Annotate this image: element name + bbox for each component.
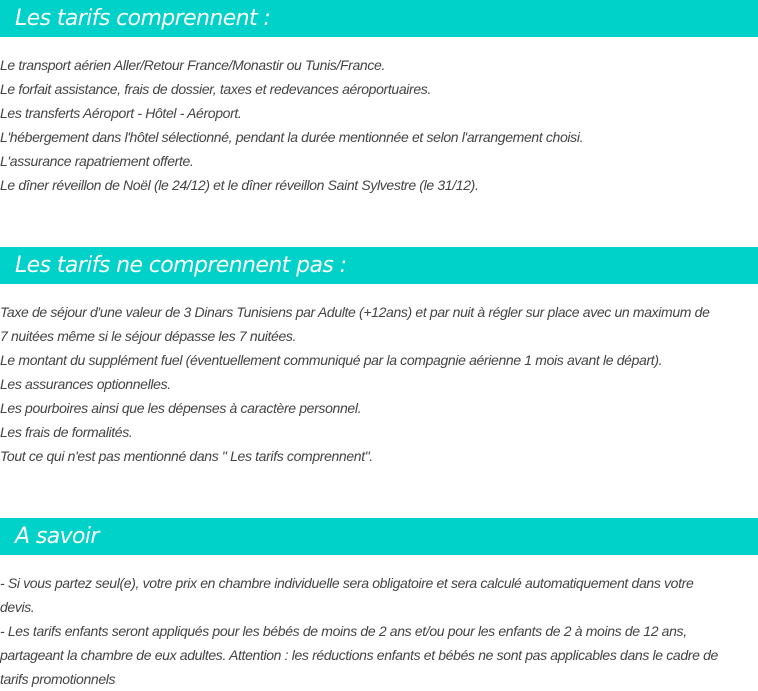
not-included-item: Les pourboires ainsi que les dépenses à caractère personnel. bbox=[0, 400, 362, 416]
not-included-item: 7 nuitées même si le séjour dépasse les 7 nuitées. bbox=[0, 328, 297, 344]
info-line: tarifs promotionnels bbox=[0, 671, 116, 687]
section-body-included bbox=[0, 53, 758, 197]
section-body-good-to-know bbox=[0, 571, 758, 691]
included-item: Le dîner réveillon de Noël (le 24/12) et le dîner réveillon Saint Sylvestre (le 31/12). bbox=[0, 177, 479, 193]
info-line: - Si vous partez seul(e), votre prix en chambre individuelle sera obligatoire et sera calculé automatiquement dans votre bbox=[0, 575, 694, 591]
not-included-item: Les frais de formalités. bbox=[0, 424, 133, 440]
not-included-item: Le montant du supplément fuel (éventuellement communiqué par la compagnie aérienne 1 mois avant le départ). bbox=[0, 352, 663, 368]
section-body-not-included bbox=[0, 300, 758, 468]
section-header-not-included bbox=[0, 247, 758, 284]
section-title-good-to-know: A savoir bbox=[15, 524, 99, 549]
included-item: L'hébergement dans l'hôtel sélectionné, pendant la durée mentionnée et selon l'arrangement choisi. bbox=[0, 129, 584, 145]
included-item: Les transferts Aéroport - Hôtel - Aéroport. bbox=[0, 105, 242, 121]
info-line: devis. bbox=[0, 599, 35, 615]
info-line: - Les tarifs enfants seront appliqués pour les bébés de moins de 2 ans et/ou pour les enfants de 2 à moins de 12 ans, bbox=[0, 623, 687, 639]
info-line: partageant la chambre de eux adultes. Attention : les réductions enfants et bébés ne sont pas applicables dans le cadre de bbox=[0, 647, 718, 663]
not-included-item: Les assurances optionnelles. bbox=[0, 376, 171, 392]
section-header-good-to-know bbox=[0, 518, 758, 555]
section-header-included bbox=[0, 0, 758, 37]
included-item: Le transport aérien Aller/Retour France/Monastir ou Tunis/France. bbox=[0, 57, 385, 73]
included-item: L'assurance rapatriement offerte. bbox=[0, 153, 194, 169]
not-included-item: Taxe de séjour d'une valeur de 3 Dinars Tunisiens par Adulte (+12ans) et par nuit à régler sur place avec un maximum de bbox=[0, 304, 710, 320]
section-title-included: Les tarifs comprennent : bbox=[15, 6, 271, 31]
section-title-not-included: Les tarifs ne comprennent pas : bbox=[15, 253, 347, 278]
included-item: Le forfait assistance, frais de dossier, taxes et redevances aéroportuaires. bbox=[0, 81, 431, 97]
not-included-item: Tout ce qui n'est pas mentionné dans " Les tarifs comprennent". bbox=[0, 448, 373, 464]
